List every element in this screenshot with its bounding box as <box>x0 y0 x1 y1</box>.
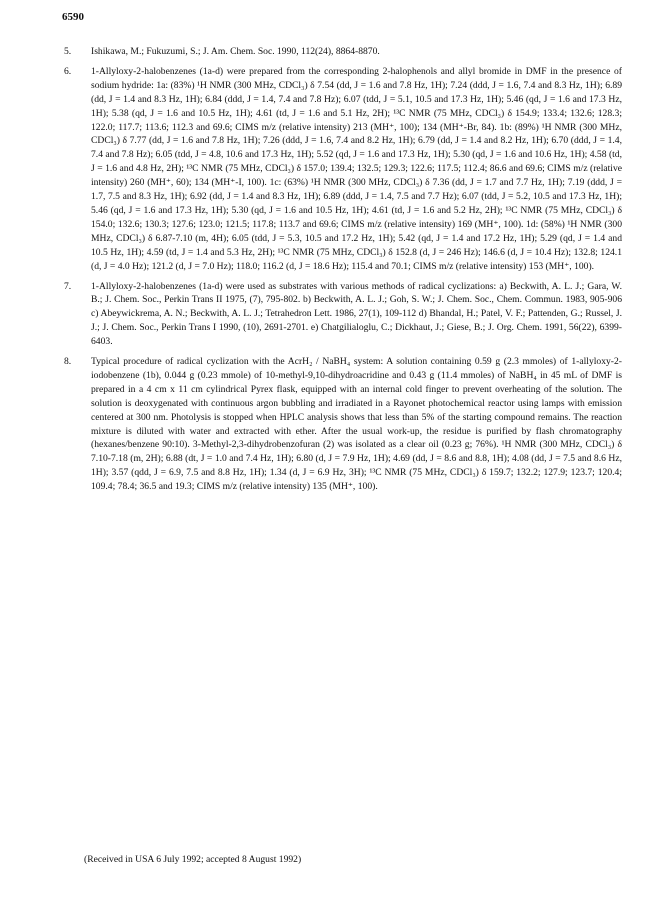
reference-number: 5. <box>64 46 72 57</box>
reference-item <box>62 65 622 274</box>
reference-text: Ishikawa, M.; Fukuzumi, S.; J. Am. Chem. Soc. 1990, 112(24), 8864-8870. <box>91 46 380 57</box>
reference-text: 1-Allyloxy-2-halobenzenes (1a-d) were prepared from the corresponding 2-halophenols and allyl bromide in DMF in the presence of sodium hydride: 1a: (83%) ¹H NMR (300 MHz, CDCl₃) δ 7.54 (dd, J = 1.6 and 7.8 Hz, 1H); 7.24 (ddd, J = 1.6, 7.4 and 8.3 Hz, 1H); 6.89 (dd, J = 1.4 and 8.3 Hz, 1H); 6.84 (ddd, J = 1.4, 7.4 and 7.8 Hz); 6.07 (tdd, J = 5.1, 10.5 and 17.3 Hz, 1H); 5.46 (qd, J = 1.6 and 17.3 Hz, 1H); 5.38 (qd, J = 1.6 and 10.5 Hz, 1H); 4.61 (td, J = 1.6 and 5.1 Hz, 2H); ¹³C NMR (75 MHz, CDCl₃) δ 154.9; 133.4; 132.6; 128.3; 122.0; 117.7; 113.6; 112.3 and 69.6; CIMS m/z (relative intensity) 213 (MH⁺, 100); 134 (MH⁺-Br, 84). 1b: (89%) ¹H NMR (300 MHz, CDCl₃) δ 7.77 (dd, J = 1.6 and 7.8 Hz, 1H); 7.26 (ddd, J = 1.6, 7.4 and 8.2 Hz, 1H); 6.79 (dd, J = 1.4 and 8.2 Hz, 1H); 6.70 (ddd, J = 1.4, 7.4 and 7.8 Hz); 6.05 (tdd, J = 4.8, 10.6 and 17.3 Hz, 1H); 5.52 (qd, J = 1.6 and 17.3 Hz, 1H); 5.30 (qd, J = 1.6 and 10.6 Hz, 1H); 4.58 (td, J = 1.6 and 4.8 Hz, 2H); ¹³C NMR (75 MHz, CDCl₃) δ 157.0; 139.4; 132.5; 129.3; 122.6; 117.5; 112.4; 86.6 and 69.6; CIMS m/z (relative intensity) 260 (MH⁺, 60); 134 (MH⁺-I, 100). 1c: (63%) ¹H NMR (300 MHz, CDCl₃) δ 7.36 (dd, J = 1.7 and 7.7 Hz, 1H); 7.19 (ddd, J = 1.7, 7.5 and 8.3 Hz, 1H); 6.92 (dd, J = 1.4 and 8.3 Hz, 1H); 6.89 (ddd, J = 1.4, 7.5 and 7.7 Hz); 6.07 (tdd, J = 5.2, 10.5 and 17.3 Hz, 1H); 5.46 (qd, J = 1.6 and 17.3 Hz, 1H); 5.30 (qd, J = 1.6 and 10.5 Hz, 1H); 4.61 (td, J = 1.6 and 5.2 Hz, 2H); ¹³C NMR (75 MHz, CDCl₃) δ 154.0; 132.6; 130.3; 127.6; 123.0; 121.5; 117.8; 113.7 and 69.6; CIMS m/z (relative intensity) 169 (MH⁺, 100). 1d: (58%) ¹H NMR (300 MHz, CDCl₃) δ 6.87-7.10 (m, 4H); 6.05 (tdd, J = 5.3, 10.5 and 17.2 Hz, 1H); 5.42 (qd, J = 1.4 and 17.2 Hz, 1H); 5.29 (qd, J = 1.4 and 10.5 Hz, 1H); 4.59 (td, J = 1.4 and 5.3 Hz, 2H); ¹³C NMR (75 MHz, CDCl₃) δ 152.8 (d, J = 246 Hz); 146.6 (d, J = 10.4 Hz); 132.8; 124.1 (d, J = 4.0 Hz); 121.2 (d, J = 7.0 Hz); 118.0; 116.2 (d, J = 18.6 Hz); 115.4 and 70.1; CIMS m/z (relative intensity) 153 (MH⁺, 100). <box>91 65 622 272</box>
received-date-note: (Received in USA 6 July 1992; accepted 8 August 1992) <box>84 854 302 865</box>
reference-item <box>62 45 622 59</box>
reference-number: 7. <box>64 280 72 292</box>
reference-text: Typical procedure of radical cyclization with the AcrH₂ / NaBH₄ system: A solution containing 0.59 g (2.3 mmoles) of 1-allyloxy-2-iodobenzene (1b), 0.044 g (0.23 mmole) of 10-methyl-9,10-dihydroacridine and 0.43 g (11.4 mmoles) of NaBH₄ in 45 mL of DMF is prepared in a 4 cm x 11 cm cylindrical Pyrex flask, equipped with an internal cold finger to prevent overheating of the solution. The solution is deoxygenated with continuous argon bubbling and irradiated in a Rayonet photochemical reactor using lamps with emission centered at 300 nm. Photolysis is stopped when HPLC analysis shows that less than 5% of the starting compound remains. The reaction mixture is diluted with water and extracted with ether. After the usual work-up, the residue is purified by flash chromatography (hexanes/benzene 90:10). 3-Methyl-2,3-dihydrobenzofuran (2) was isolated as a clear oil (0.23 g; 76%). ¹H NMR (300 MHz, CDCl₃) δ 7.10-7.18 (m, 2H); 6.88 (dt, J = 1.0 and 7.4 Hz, 1H); 6.80 (d, J = 7.9 Hz, 1H); 4.69 (dd, J = 8.6 and 8.8, 1H); 4.08 (dd, J = 7.5 and 8.6 Hz, 1H); 3.57 (qdd, J = 6.9, 7.5 and 8.8 Hz, 1H); 1.34 (d, J = 6.9 Hz, 3H); ¹³C NMR (75 MHz, CDCl₃) δ 159.7; 132.2; 127.9; 123.7; 120.4; 109.4; 78.4; 36.5 and 19.3; CIMS m/z (relative intensity) 135 (MH⁺, 100). <box>91 356 622 493</box>
reference-text: 1-Allyloxy-2-halobenzenes (1a-d) were used as substrates with various methods of radical cyclizations: a) Beckwith, A. L. J.; Gara, W. B.; J. Chem. Soc., Perkin Trans II 1975, (7), 795-802. b) Beckwith, A. L. J.; Goh, S. W.; J. Chem. Soc., Chem. Commun. 1983, 905-906 c) Abeywickrema, A. N.; Beckwith, A. L. J.; Tetrahedron Lett. 1986, 27(1), 109-112 d) Bhandal, H.; Patel, V. F.; Pattenden, G.; Russel, J. J.; J. Chem. Soc., Perkin Trans I 1990, (10), 2691-2701. e) Chatgilialoglu, C.; Dickhaut, J.; Giese, B.; J. Org. Chem. 1991, 56(22), 6399-6403. <box>91 280 622 348</box>
reference-number: 8. <box>64 356 72 368</box>
reference-item <box>62 355 622 494</box>
reference-item <box>62 280 622 350</box>
reference-list <box>62 45 622 500</box>
page-number: 6590 <box>62 11 84 23</box>
reference-number: 6. <box>64 65 72 77</box>
